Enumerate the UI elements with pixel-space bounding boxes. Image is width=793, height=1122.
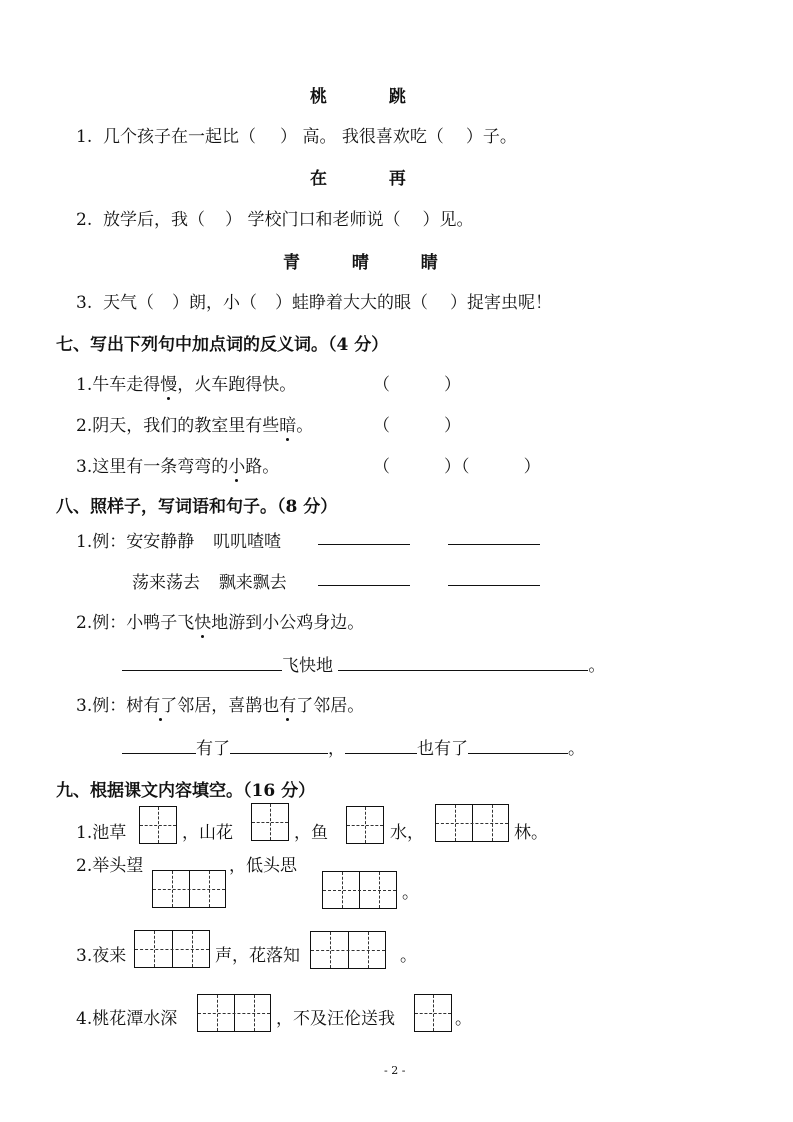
question-8-3: 3.例：树有了邻居，喜鹊也有了邻居。 bbox=[76, 691, 364, 716]
choice-char: 在 bbox=[310, 169, 327, 189]
question-7-3: 3.这里有一条弯弯的小路。 bbox=[76, 452, 279, 477]
dotted-word: 小 bbox=[228, 452, 245, 477]
fill-text: 。 bbox=[402, 883, 419, 903]
tianzige-box-2[interactable] bbox=[197, 994, 271, 1032]
fill-text: ，不及汪伦送我 bbox=[276, 1009, 395, 1029]
choice-char: 再 bbox=[388, 169, 406, 189]
answer-blank[interactable] bbox=[448, 568, 540, 586]
fill-text: ，山花 bbox=[182, 823, 233, 843]
answer-line-8-2: 飞快地 。 bbox=[122, 651, 605, 676]
tianzige-box-2[interactable] bbox=[435, 804, 509, 842]
question-8-1-row1: 1.例：安安静静 叽叽喳喳 bbox=[76, 532, 282, 552]
fill-text: 林。 bbox=[514, 823, 548, 843]
choice-char: 青 bbox=[283, 253, 300, 273]
tianzige-box-1[interactable] bbox=[346, 806, 384, 844]
tianzige-box-2[interactable] bbox=[322, 871, 397, 909]
choice-char: 桃 bbox=[310, 87, 327, 107]
section-title-9: 九、根据课文内容填空。（16 分） bbox=[56, 781, 316, 801]
section-title-7: 七、写出下列句中加点词的反义词。（4 分） bbox=[56, 335, 389, 355]
answer-blank[interactable] bbox=[345, 736, 417, 754]
fill-text: ，鱼 bbox=[294, 823, 328, 843]
choice-group-2 bbox=[310, 164, 406, 189]
section-title-8: 八、照样子，写词语和句子。（8 分） bbox=[56, 497, 338, 517]
tianzige-box-1[interactable] bbox=[251, 803, 289, 841]
answer-blank[interactable] bbox=[318, 527, 410, 545]
tianzige-box-1[interactable] bbox=[414, 994, 452, 1032]
answer-blank[interactable] bbox=[338, 653, 588, 671]
choice-group-1 bbox=[310, 82, 406, 107]
answer-blank[interactable] bbox=[122, 736, 196, 754]
choice-char: 跳 bbox=[388, 87, 406, 107]
question-6-3: 3. 天气（ ）朗，小（ ）蛙睁着大大的眼（ ）捉害虫呢！ bbox=[76, 293, 553, 313]
answer-paren-7-2[interactable]: （ ） bbox=[373, 416, 462, 436]
dotted-word: 也有了 bbox=[262, 691, 313, 716]
tianzige-box-2[interactable] bbox=[152, 870, 226, 908]
tianzige-box-1[interactable] bbox=[139, 806, 177, 844]
question-8-2: 2.例：小鸭子飞快地游到小公鸡身边。 bbox=[76, 608, 364, 633]
choice-char: 晴 bbox=[351, 253, 369, 273]
tianzige-box-2[interactable] bbox=[310, 931, 386, 969]
fill-text: ，低头思 bbox=[229, 856, 297, 876]
answer-blank[interactable] bbox=[122, 653, 282, 671]
page-number: - 2 - bbox=[384, 1064, 406, 1077]
answer-paren-7-1[interactable]: （ ） bbox=[373, 375, 462, 395]
fill-text: 。 bbox=[400, 946, 417, 966]
dotted-word: 暗 bbox=[279, 411, 296, 436]
choice-group-3 bbox=[283, 248, 438, 273]
question-6-2: 2. 放学后，我（ ） 学校门口和老师说（ ）见。 bbox=[76, 210, 474, 230]
fill-text: 3.夜来 bbox=[76, 946, 127, 966]
dotted-word: 有了 bbox=[143, 691, 177, 716]
tianzige-box-2[interactable] bbox=[134, 930, 210, 968]
answer-blank[interactable] bbox=[230, 736, 328, 754]
answer-paren-7-3[interactable]: （ ）（ ） bbox=[373, 457, 541, 477]
question-6-1: 1. 几个孩子在一起比（ ） 高。 我很喜欢吃（ ）子。 bbox=[76, 127, 517, 147]
fill-text: 水， bbox=[390, 823, 424, 843]
fill-text: 1.池草 bbox=[76, 823, 127, 843]
dotted-word: 飞快地 bbox=[177, 608, 228, 633]
question-7-1: 1.牛车走得慢，火车跑得快。 bbox=[76, 370, 296, 395]
fill-text: 。 bbox=[455, 1009, 472, 1029]
dotted-word: 慢 bbox=[160, 370, 177, 395]
question-7-2: 2.阴天，我们的教室里有些暗。 bbox=[76, 411, 313, 436]
answer-blank[interactable] bbox=[318, 568, 410, 586]
choice-char: 睛 bbox=[420, 253, 438, 273]
fill-text: 声，花落知 bbox=[215, 946, 300, 966]
answer-blank[interactable] bbox=[468, 736, 568, 754]
fill-text: 2.举头望 bbox=[76, 856, 144, 876]
question-8-1-row2: 荡来荡去 飘来飘去 bbox=[132, 573, 287, 593]
fill-text: 4.桃花潭水深 bbox=[76, 1009, 178, 1029]
answer-line-8-3: 有了 ， 也有了 。 bbox=[122, 734, 585, 759]
answer-blank[interactable] bbox=[448, 527, 540, 545]
